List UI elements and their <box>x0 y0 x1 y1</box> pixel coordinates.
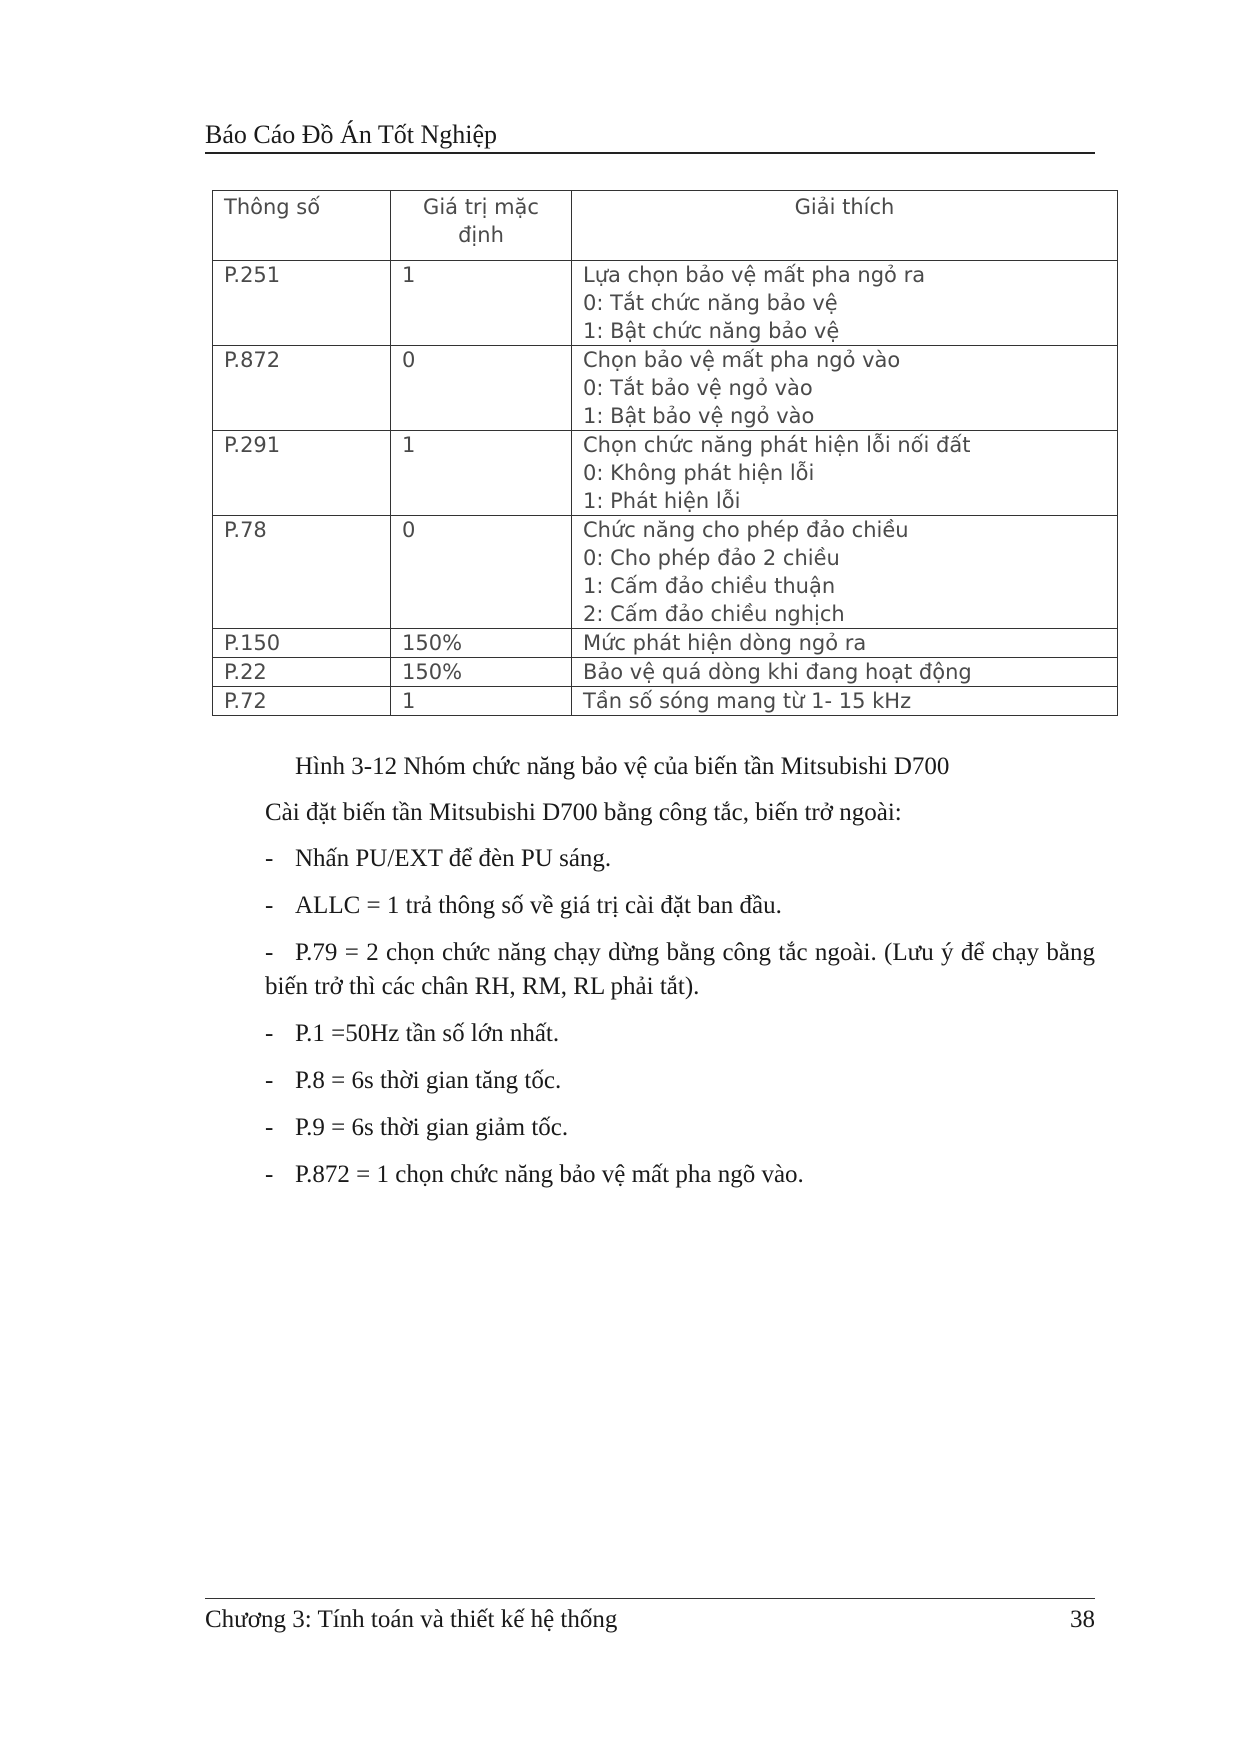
cell-description <box>572 261 1118 346</box>
list-item <box>265 936 1095 1004</box>
bullet-dash: - <box>265 939 274 966</box>
description-line: 2: Cấm đảo chiều nghịch <box>583 602 845 626</box>
cell-default: 0 <box>391 346 572 431</box>
list-item-text: Nhấn PU/EXT để đèn PU sáng. <box>295 845 612 872</box>
cell-default: 1 <box>391 687 572 716</box>
cell-param: P.72 <box>213 687 391 716</box>
description-line: 1: Cấm đảo chiều thuận <box>583 574 836 598</box>
cell-default: 150% <box>391 629 572 658</box>
description-line: Mức phát hiện dòng ngỏ ra <box>583 631 867 655</box>
bullet-dash: - <box>265 892 274 919</box>
description-line: 0: Không phát hiện lỗi <box>583 461 815 485</box>
description-line: Chọn chức năng phát hiện lỗi nối đất <box>583 433 971 457</box>
list-item-text: P.872 = 1 chọn chức năng bảo vệ mất pha ngõ vào. <box>295 1161 804 1188</box>
cell-description <box>572 431 1118 516</box>
column-header-default: Giá trị mặc định <box>391 191 572 261</box>
cell-description <box>572 516 1118 629</box>
bullet-dash: - <box>265 1020 274 1047</box>
description-line: 0: Cho phép đảo 2 chiều <box>583 546 840 570</box>
list-item-text: P.79 = 2 chọn chức năng chạy dừng bằng công tắc ngoài. (Lưu ý để chạy bằng biến trở thì các chân RH, RM, RL phải tắt). <box>265 939 1095 1000</box>
cell-param: P.150 <box>213 629 391 658</box>
cell-default: 1 <box>391 431 572 516</box>
cell-param: P.872 <box>213 346 391 431</box>
cell-description <box>572 658 1118 687</box>
cell-param: P.78 <box>213 516 391 629</box>
list-item-text: ALLC = 1 trả thông số về giá trị cài đặt ban đầu. <box>295 892 782 919</box>
bullet-dash: - <box>265 1067 274 1094</box>
cell-default: 0 <box>391 516 572 629</box>
parameter-table <box>212 190 1118 716</box>
table-body <box>213 261 1118 716</box>
cell-default: 150% <box>391 658 572 687</box>
description-line: 1: Bật chức năng bảo vệ <box>583 319 840 343</box>
list-item <box>265 1111 1095 1145</box>
list-item <box>265 842 1095 876</box>
table-row <box>213 629 1118 658</box>
page-footer <box>205 1598 1095 1639</box>
description-line: Chọn bảo vệ mất pha ngỏ vào <box>583 348 901 372</box>
description-line: Bảo vệ quá dòng khi đang hoạt động <box>583 660 972 684</box>
table-row <box>213 431 1118 516</box>
description-line: 0: Tắt bảo vệ ngỏ vào <box>583 376 813 400</box>
bullet-dash: - <box>265 1114 274 1141</box>
cell-param: P.251 <box>213 261 391 346</box>
cell-param: P.22 <box>213 658 391 687</box>
intro-paragraph: Cài đặt biến tần Mitsubishi D700 bằng công tắc, biến trở ngoài: <box>265 799 902 826</box>
table-row <box>213 687 1118 716</box>
description-line: Lựa chọn bảo vệ mất pha ngỏ ra <box>583 263 926 287</box>
description-line: 1: Bật bảo vệ ngỏ vào <box>583 404 815 428</box>
list-item-text: P.1 =50Hz tần số lớn nhất. <box>295 1020 560 1047</box>
table-row <box>213 261 1118 346</box>
footer-chapter: Chương 3: Tính toán và thiết kế hệ thống <box>205 1606 618 1633</box>
column-header-param: Thông số <box>213 191 391 261</box>
cell-description <box>572 346 1118 431</box>
steps-list <box>265 842 1095 1205</box>
table-row <box>213 658 1118 687</box>
list-item-text: P.9 = 6s thời gian giảm tốc. <box>295 1114 569 1141</box>
bullet-dash: - <box>265 1161 274 1188</box>
list-item <box>265 1158 1095 1192</box>
bullet-dash: - <box>265 845 274 872</box>
cell-description <box>572 687 1118 716</box>
header-title: Báo Cáo Đồ Án Tốt Nghiệp <box>205 120 497 149</box>
table-row <box>213 516 1118 629</box>
page-header <box>205 118 1095 154</box>
cell-param: P.291 <box>213 431 391 516</box>
column-header-description: Giải thích <box>572 191 1118 261</box>
list-item-text: P.8 = 6s thời gian tăng tốc. <box>295 1067 562 1094</box>
cell-description <box>572 629 1118 658</box>
list-item <box>265 1017 1095 1051</box>
table-header-row <box>213 191 1118 261</box>
cell-default: 1 <box>391 261 572 346</box>
description-line: Chức năng cho phép đảo chiều <box>583 518 909 542</box>
page-number: 38 <box>1070 1606 1095 1633</box>
list-item <box>265 1064 1095 1098</box>
figure-caption: Hình 3-12 Nhóm chức năng bảo vệ của biến tần Mitsubishi D700 <box>295 753 950 780</box>
description-line: 0: Tắt chức năng bảo vệ <box>583 291 838 315</box>
list-item <box>265 889 1095 923</box>
description-line: Tần số sóng mang từ 1- 15 kHz <box>583 689 912 713</box>
description-line: 1: Phát hiện lỗi <box>583 489 741 513</box>
table-row <box>213 346 1118 431</box>
